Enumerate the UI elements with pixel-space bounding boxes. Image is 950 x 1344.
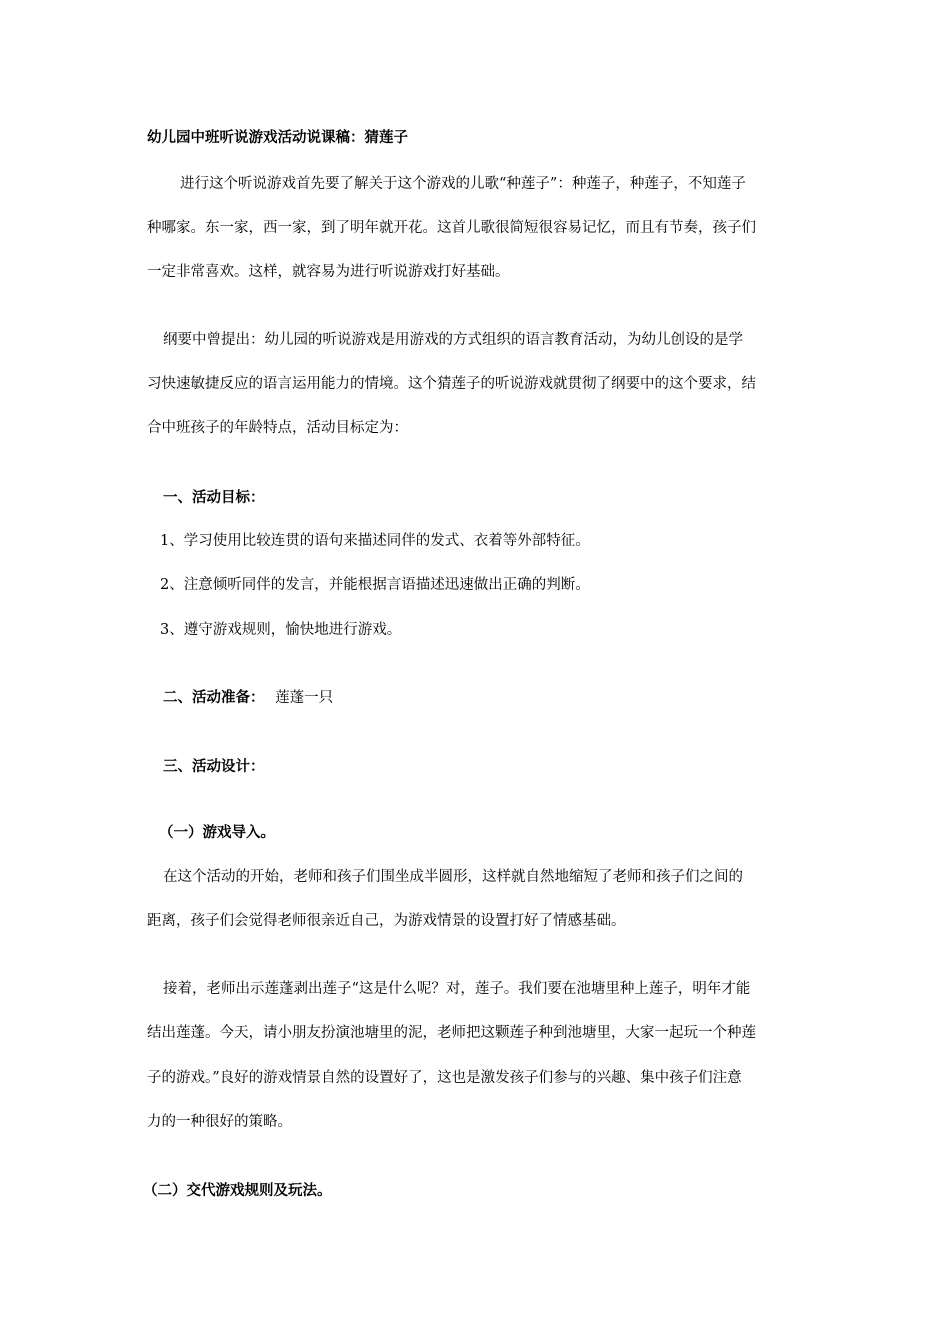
- heading-design: 三、活动设计：: [163, 759, 265, 775]
- paragraph-1-line-2: 种哪家。东一家，西一家，到了明年就开花。这首儿歌很简短很容易记忆，而且有节奏，孩子们: [147, 220, 756, 236]
- heading-preparation: 二、活动准备：: [163, 690, 265, 706]
- paragraph-4-line-1: 接着，老师出示莲蓬剥出莲子“这是什么呢？对，莲子。我们要在池塘里种上莲子，明年才能: [163, 981, 751, 997]
- goal-item-3: 3、遵守游戏规则，愉快地进行游戏。: [160, 622, 402, 638]
- heading-goals: 一、活动目标：: [163, 490, 265, 506]
- paragraph-4-line-2: 结出莲蓬。今天，请小朋友扮演池塘里的泥，老师把这颗莲子种到池塘里，大家一起玩一个种莲: [147, 1025, 756, 1041]
- doc-title: 幼儿园中班听说游戏活动说课稿：猜莲子: [147, 130, 408, 146]
- goal-item-2: 2、注意倾听同伴的发言，并能根据言语描述迅速做出正确的判断。: [160, 577, 590, 593]
- subheading-intro: （一）游戏导入。: [159, 825, 275, 841]
- paragraph-4-line-3: 子的游戏。”良好的游戏情景自然的设置好了，这也是激发孩子们参与的兴趣、集中孩子们注意: [147, 1070, 742, 1086]
- paragraph-3-line-1: 在这个活动的开始，老师和孩子们围坐成半圆形，这样就自然地缩短了老师和孩子们之间的: [163, 869, 743, 885]
- paragraph-2-line-1: 纲要中曾提出：幼儿园的听说游戏是用游戏的方式组织的语言教育活动，为幼儿创设的是学: [163, 332, 743, 348]
- paragraph-2-line-2: 习快速敏捷反应的语言运用能力的情境。这个猜莲子的听说游戏就贯彻了纲要中的这个要求，结: [147, 376, 756, 392]
- paragraph-1-line-3: 一定非常喜欢。这样，就容易为进行听说游戏打好基础。: [147, 264, 510, 280]
- paragraph-4-line-4: 力的一种很好的策略。: [147, 1114, 292, 1130]
- goal-item-1: 1、学习使用比较连贯的语句来描述同伴的发式、衣着等外部特征。: [160, 533, 590, 549]
- paragraph-2-line-3: 合中班孩子的年龄特点，活动目标定为：: [147, 420, 408, 436]
- paragraph-3-line-2: 距离，孩子们会觉得老师很亲近自己，为游戏情景的设置打好了情感基础。: [147, 913, 626, 929]
- subheading-rules: （二）交代游戏规则及玩法。: [143, 1183, 332, 1199]
- preparation-value: 莲蓬一只: [275, 690, 334, 706]
- heading-preparation-row: [163, 688, 333, 708]
- paragraph-1-line-1: 进行这个听说游戏首先要了解关于这个游戏的儿歌“种莲子”：种莲子，种莲子，不知莲子: [180, 176, 746, 192]
